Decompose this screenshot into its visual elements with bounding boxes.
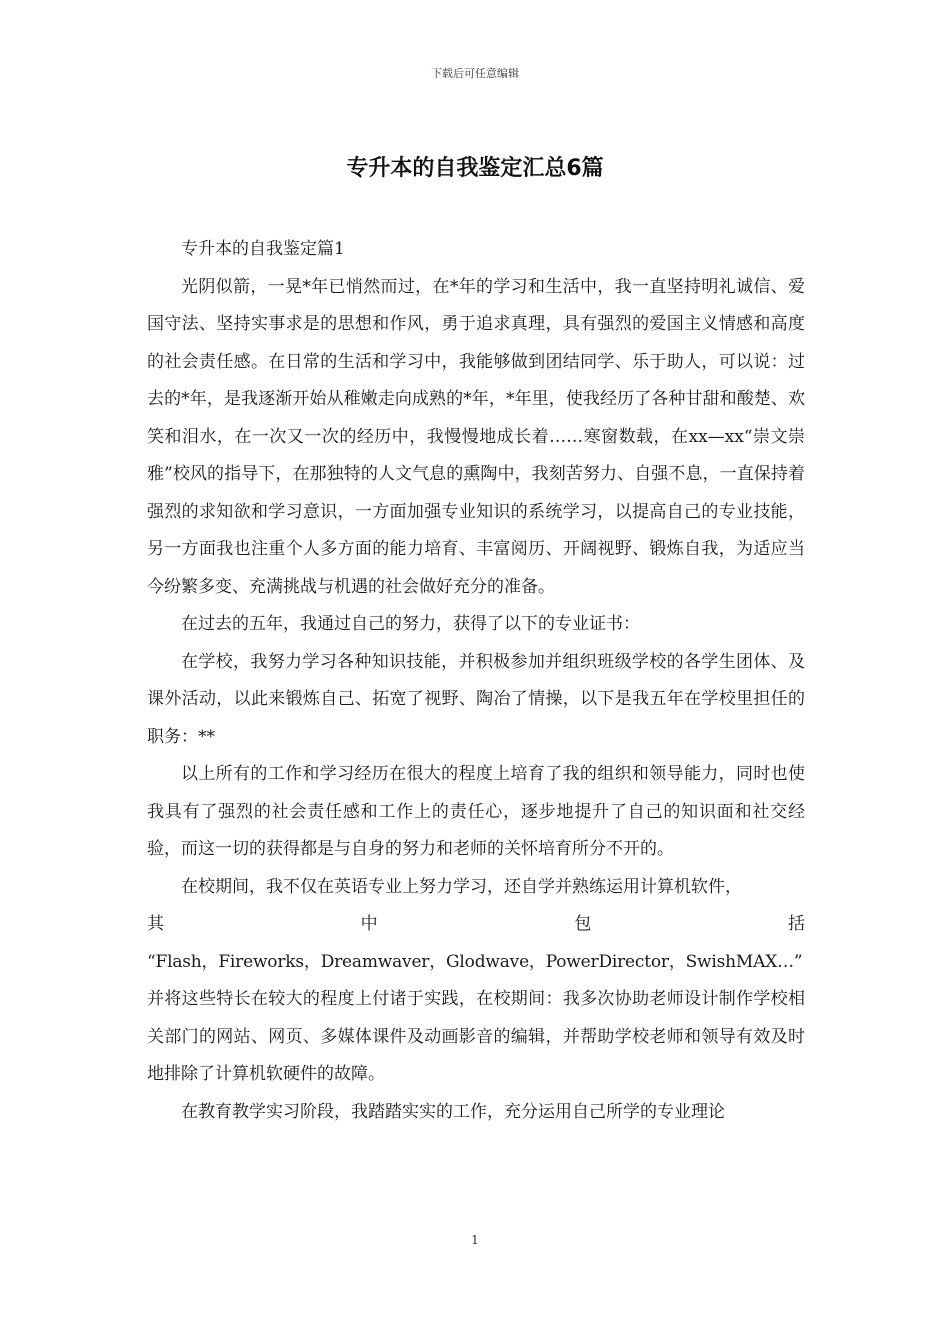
section-heading: 专升本的自我鉴定篇1 <box>181 239 345 259</box>
page-number: 1 <box>471 1233 479 1247</box>
paragraph: 并将这些特长在较大的程度上付诸于实践，在校期间：我多次协助老师设计制作学校相关部门的网站、网页、多媒体课件及动画影音的编辑，并帮助学校老师和领导有效及时地排除了计算机软硬件的故障。 <box>147 989 805 1084</box>
document-title: 专升本的自我鉴定汇总6篇 <box>346 156 604 181</box>
paragraph: 以上所有的工作和学习经历在很大的程度上培育了我的组织和领导能力，同时也使我具有了强烈的社会责任感和工作上的责任心，逐步地提升了自己的知识面和社交经验，而这一切的获得都是与自身的努力和老师的关怀培育所分不开的。 <box>147 764 805 859</box>
paragraph: 在学校，我努力学习各种知识技能，并积极参加并组织班级学校的各学生团体、及课外活动，以此来锻炼自己、拓宽了视野、陶冶了情操，以下是我五年在学校里担任的职务：** <box>147 651 805 747</box>
page-header-note: 下载后可任意编辑 <box>431 67 519 80</box>
paragraph-spread-line: 其中包括 <box>147 914 805 934</box>
paragraph: 在过去的五年，我通过自己的努力，获得了以下的专业证书： <box>181 614 640 634</box>
paragraph: 在校期间，我不仅在英语专业上努力学习，还自学并熟练运用计算机软件， <box>181 876 742 897</box>
paragraph: 在教育教学实习阶段，我踏踏实实的工作，充分运用自己所学的专业理论 <box>181 1101 725 1122</box>
paragraph-software-list: “Flash，Fireworks，Dreamwaver，Glodwave，PowerDirector，SwishMAX…” <box>147 951 803 972</box>
document-body <box>147 231 805 1131</box>
paragraph: 光阴似箭，一晃*年已悄然而过，在*年的学习和生活中，我一直坚持明礼诚信、爱国守法、坚持实事求是的思想和作风，勇于追求真理，具有强烈的爱国主义情感和高度的社会责任感。在日常的生活和学习中，我能够做到团结同学、乐于助人，可以说：过去的*年，是我逐渐开始从稚嫩走向成熟的*年，*年里，使我经历了各种甘甜和酸楚、欢笑和泪水，在一次又一次的经历中，我慢慢地成长着……寒窗数载，在xx—xx“崇文崇雅”校风的指导下，在那独特的人文气息的熏陶中，我刻苦努力、自强不息，一直保持着强烈的求知欲和学习意识，一方面加强专业知识的系统学习，以提高自己的专业技能，另一方面我也注重个人多方面的能力培育、丰富阅历、开阔视野、锻炼自我，为适应当今纷繁多变、充满挑战与机遇的社会做好充分的准备。 <box>147 276 805 597</box>
